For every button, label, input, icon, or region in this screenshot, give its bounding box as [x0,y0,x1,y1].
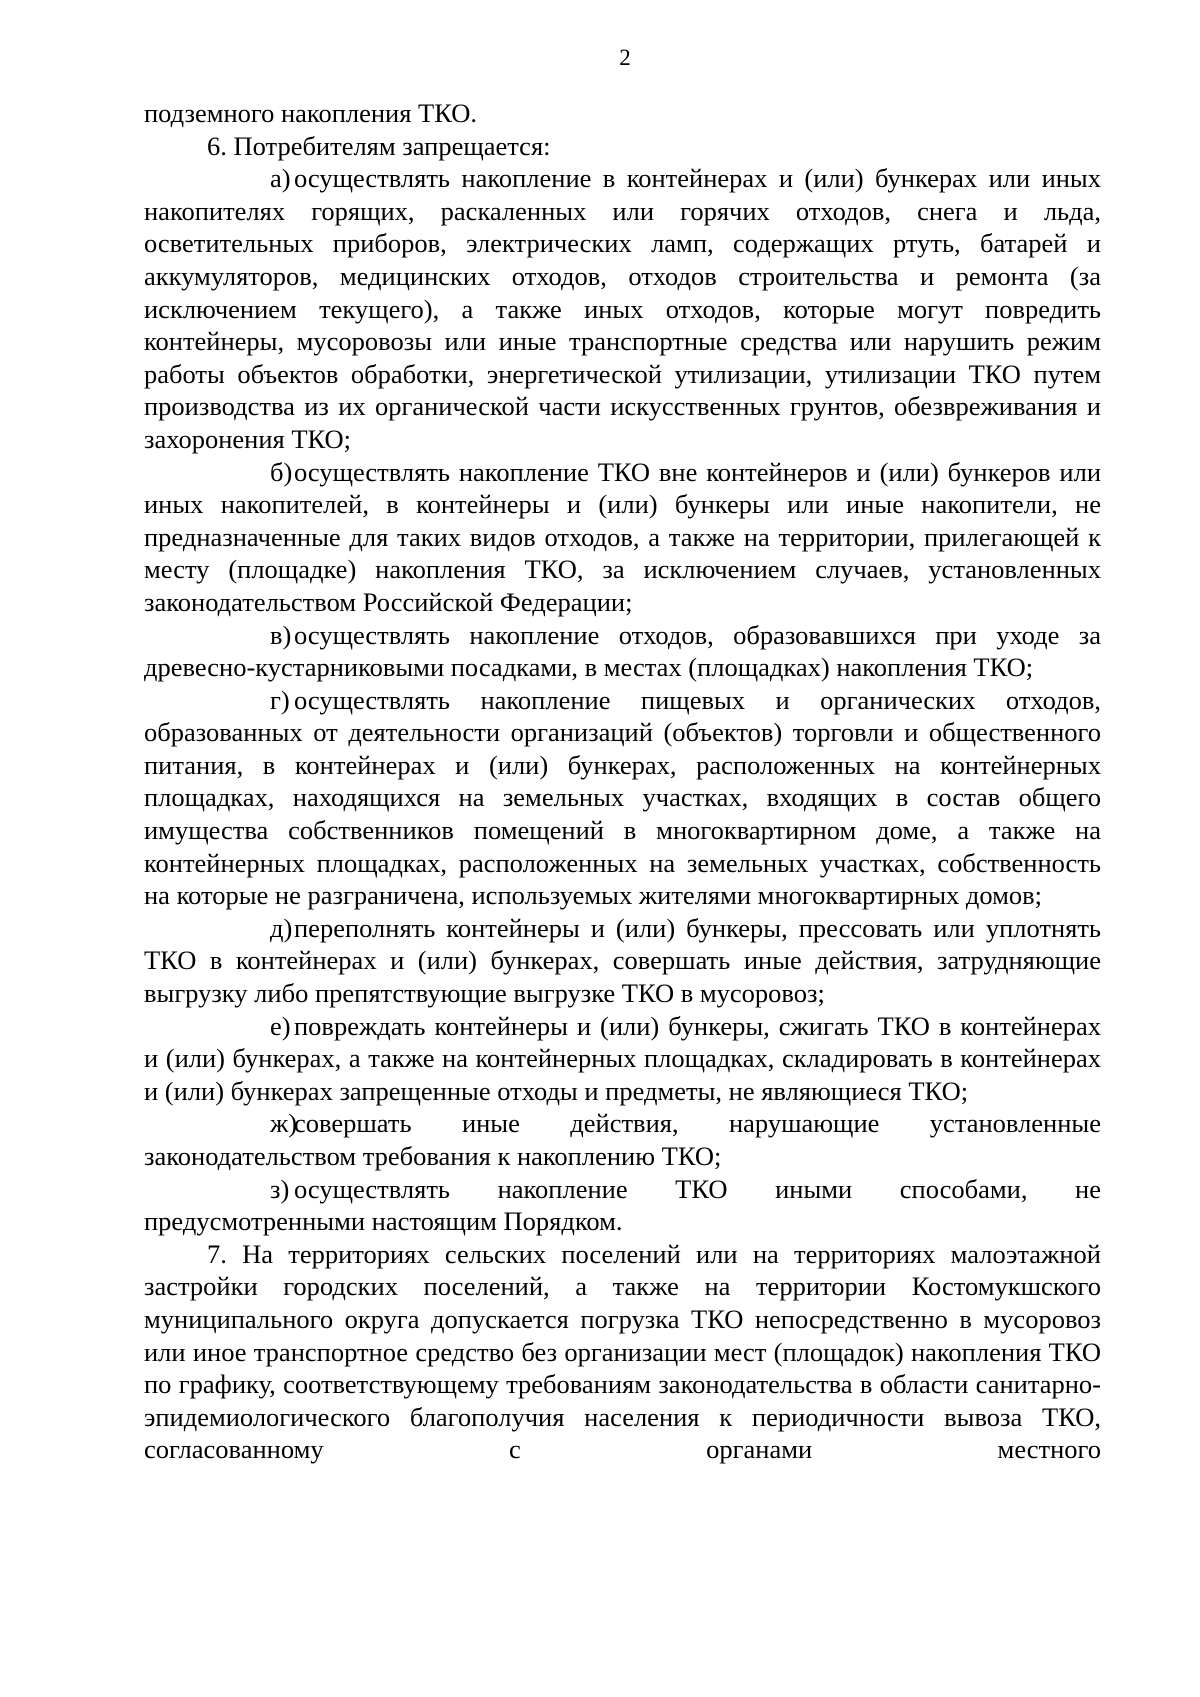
paragraph-continuation: подземного накопления ТКО. [144,98,478,128]
subitem-zh [144,1107,1101,1172]
document-body [144,97,1101,1466]
subitem-b-label: б) [270,456,293,487]
subitem-d-text: переполнять контейнеры и (или) бункеры, прессовать или уплотнять ТКО в контейнерах и (или) бункерах, совершать иные действия, затрудняющие выгрузку либо препятствующие выгрузке ТКО в мусоровоз; [144,912,1101,1009]
subitem-v [144,619,1101,684]
subitem-b-text: осуществлять накопление ТКО вне контейнеров и (или) бункеров или иных накопителей, в контейнеры и (или) бункеры или иные накопители, не предназначенные для таких видов отходов, а также на территории, прилегающей к месту (площадке) накопления ТКО, за исключением случаев, установленных законодательством Российской Федерации; [144,456,1101,617]
page-number: 2 [619,45,631,70]
subitem-z-label: з) [270,1173,290,1204]
subitem-zh-text: совершать иные действия, нарушающие установленные законодательством требования к накоплению ТКО; [144,1108,1101,1171]
subitem-a-text: осуществлять накопление в контейнерах и (или) бункерах или иных накопителях горящих, раскаленных или горячих отходов, снега и льда, осветительных приборов, электрических ламп, содержащих ртуть, батарей и аккумуляторов, медицинских отходов, отходов строительства и ремонта (за исключением текущего), а также иных отходов, которые могут повредить контейнеры, мусоровозы или иные транспортные средства или нарушить режим работы объектов обработки, энергетической утилизации, утилизации ТКО путем производства из их органической части искусственных грунтов, обезвреживания и захоронения ТКО; [144,163,1101,454]
subitem-d [144,912,1101,1010]
subitem-g-text: осуществлять накопление пищевых и органических отходов, образованных от деятельности организаций (объектов) торговли и общественного питания, в контейнерах и (или) бункерах, расположенных на контейнерных площадках, находящихся на земельных участках, входящих в состав общего имущества собственников помещений в многоквартирном доме, а также на контейнерных площадках, расположенных на земельных участках, собственность на которые не разграничена, используемых жителями многоквартирных домов; [144,684,1101,911]
subitem-zh-label: ж) [270,1108,298,1139]
subitem-g [144,684,1101,912]
subitem-g-label: г) [270,684,290,715]
subitem-a-label: а) [270,163,291,194]
subitem-b [144,456,1101,619]
subitem-v-label: в) [270,619,292,650]
subitem-z [144,1173,1101,1238]
subitem-v-text: осуществлять накопление отходов, образовавшихся при уходе за древесно-кустарниковыми посадками, в местах (площадках) накопления ТКО; [144,619,1101,683]
subitem-e [144,1010,1101,1108]
subitem-a [144,162,1101,455]
paragraph-item-7: 7. На территориях сельских поселений или на территориях малоэтажной застройки городских поселений, а также на территории Костомукшского муниципального округа допускается погрузка ТКО непосредственно в мусоровоз или иное транспортное средство без организации мест (площадок) накопления ТКО по графику, соответствующему требованиям законодательства в области санитарно-эпидемиологического благополучия населения к периодичности вывоза ТКО, согласованному с органами местного [144,1238,1101,1465]
paragraph-item-6: 6. Потребителям запрещается: [207,130,551,161]
subitem-e-label: е) [270,1010,291,1041]
subitem-z-text: осуществлять накопление ТКО иными способами, не предусмотренными настоящим Порядком. [144,1173,1101,1237]
subitem-e-text: повреждать контейнеры и (или) бункеры, сжигать ТКО в контейнерах и (или) бункерах, а также на контейнерных площадках, складировать в контейнерах и (или) бункерах запрещенные отходы и предметы, не являющиеся ТКО; [144,1010,1101,1106]
subitem-d-label: д) [270,912,293,943]
